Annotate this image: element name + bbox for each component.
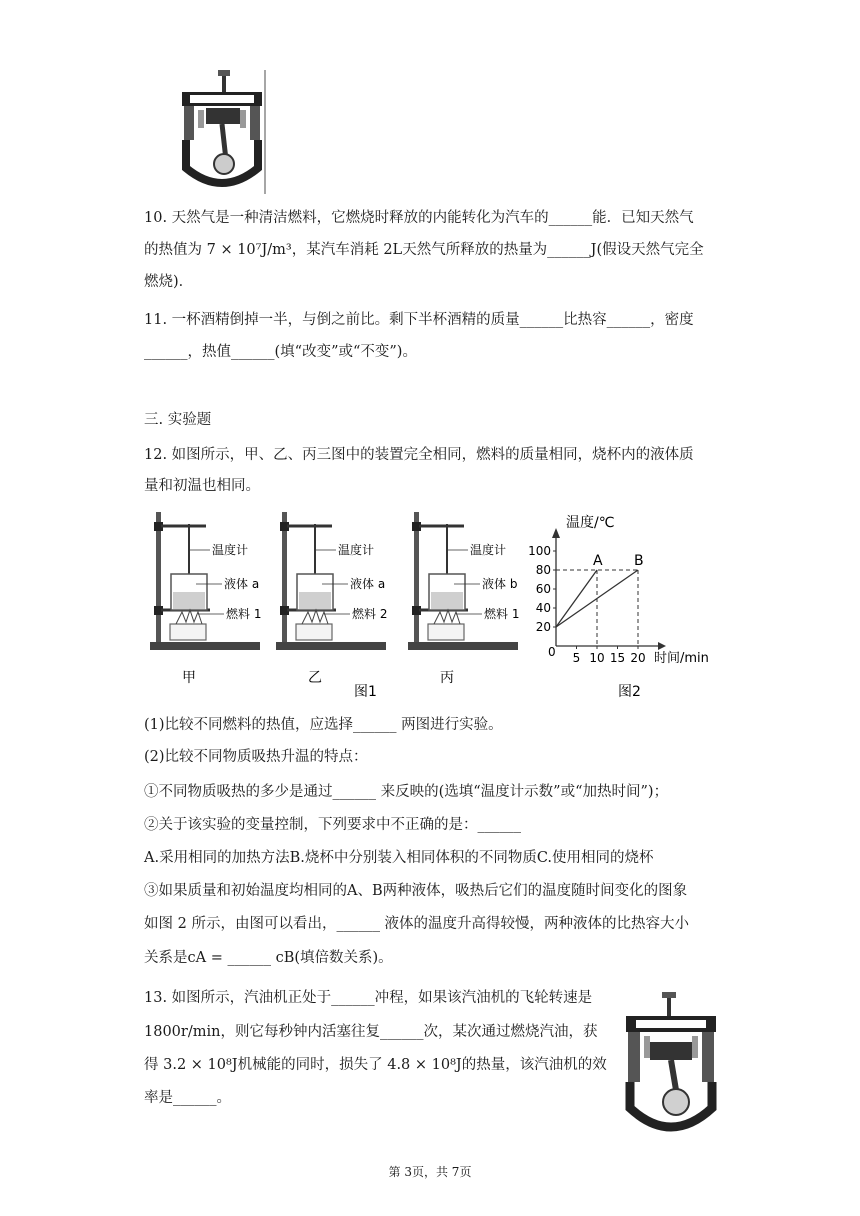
chart-origin-label: 0 (548, 645, 556, 659)
chart-y-tick-label: 40 (535, 601, 551, 615)
question-12-sub-2c-line-3: 关系是cA = ______ cB(填倍数关系)。 (144, 950, 393, 966)
figure-1-caption: 图1 (354, 684, 377, 700)
question-12-sub-2c-line-1: ③如果质量和初始温度均相同的A、B两种液体，吸热后它们的温度随时间变化的图象 (144, 883, 688, 899)
figure-2-caption: 图2 (618, 684, 641, 700)
chart-y-tick-label: 60 (535, 582, 551, 596)
thermometer-label-jia: 温度计 (212, 543, 249, 557)
fuel-label-bing: 燃料 1 (484, 607, 520, 621)
question-12-sub-2c-line-2: 如图 2 所示，由图可以看出，______ 液体的温度升高得较慢，两种液体的比热容大小 (144, 916, 690, 932)
figure-1-apparatus (146, 508, 536, 698)
page-footer: 第 3页，共 7页 (388, 1165, 472, 1179)
figure-2-chart (528, 508, 726, 700)
setup-yi (276, 512, 387, 686)
question-10-line-3: 燃烧)． (144, 274, 194, 290)
chart-y-tick-label: 20 (535, 620, 551, 634)
setup-name-yi: 乙 (308, 670, 322, 686)
chart-x-tick-label: 15 (609, 651, 626, 665)
chart-x-tick-label: 5 (572, 651, 581, 665)
chart-y-arrow-icon (552, 528, 560, 538)
question-12-sub-2a: ①不同物质吸热的多少是通过______ 来反映的(选填“温度计示数”或“加热时间”)； (144, 784, 669, 800)
fuel-label-yi: 燃料 2 (352, 607, 388, 621)
section-title: 三. 实验题 (144, 412, 212, 428)
setup-jia (150, 512, 261, 686)
fuel-label-jia: 燃料 1 (226, 607, 262, 621)
question-12-line-1: 12. 如图所示，甲、乙、丙三图中的装置完全相同，燃料的质量相同，烧杯内的液体质 (144, 447, 694, 463)
setup-name-jia: 甲 (182, 670, 196, 686)
question-11-line-1: 11. 一杯酒精倒掉一半，与倒之前比。剩下半杯酒精的质量______比热容______，密度 (144, 312, 694, 328)
liquid-label-yi: 液体 a (350, 577, 386, 591)
question-11-line-2: ______，热值______(填“改变”或“不变”)。 (144, 344, 417, 360)
chart-point-label: B (634, 553, 644, 569)
engine-figure-bottom (622, 990, 720, 1140)
question-13-line-4: 率是______。 (144, 1090, 231, 1106)
chart-point-label: A (593, 553, 603, 569)
chart-x-tick-label: 20 (630, 651, 646, 665)
chart-x-tick-label: 10 (589, 651, 605, 665)
question-12-sub-1: (1)比较不同燃料的热值，应选择______ 两图进行实验。 (144, 717, 503, 733)
liquid-label-jia: 液体 a (224, 577, 260, 591)
liquid-label-bing: 液体 b (482, 577, 518, 591)
chart-y-axis-label: 温度/℃ (566, 515, 615, 531)
thermometer-label-bing: 温度计 (470, 543, 507, 557)
chart-series-line (556, 570, 597, 627)
question-12-sub-2: (2)比较不同物质吸热升温的特点： (144, 749, 368, 765)
setup-bing (408, 512, 519, 686)
engine-figure-top (176, 68, 272, 196)
question-13-line-3: 得 3.2 × 10⁸J机械能的同时，损失了 4.8 × 10⁸J的热量，该汽油机的效 (144, 1057, 607, 1073)
question-13-line-2: 1800r/min，则它每秒钟内活塞往复______次，某次通过燃烧汽油，获 (144, 1024, 598, 1040)
thermometer-label-yi: 温度计 (338, 543, 375, 557)
chart-x-axis-label: 时间/min (654, 651, 709, 666)
chart-y-tick-label: 100 (528, 544, 551, 558)
question-12-sub-2b: ②关于该实验的变量控制，下列要求中不正确的是：______ (144, 817, 521, 833)
question-12-options: A.采用相同的加热方法B.烧杯中分别装入相同体积的不同物质C.使用相同的烧杯 (144, 850, 654, 866)
question-12-line-2: 量和初温也相同。 (144, 478, 260, 494)
chart-y-tick-label: 80 (535, 563, 551, 577)
question-10-line-1: 10. 天然气是一种清洁燃料，它燃烧时释放的内能转化为汽车的______能．已知天然气 (144, 210, 694, 226)
setup-name-bing: 丙 (440, 670, 454, 686)
question-13-line-1: 13. 如图所示，汽油机正处于______冲程，如果该汽油机的飞轮转速是 (144, 990, 593, 1006)
question-10-line-2: 的热值为 7 × 10⁷J/m³，某汽车消耗 2L天然气所释放的热量为______J(假设天然气完全 (144, 242, 704, 258)
chart-x-arrow-icon (658, 642, 666, 650)
